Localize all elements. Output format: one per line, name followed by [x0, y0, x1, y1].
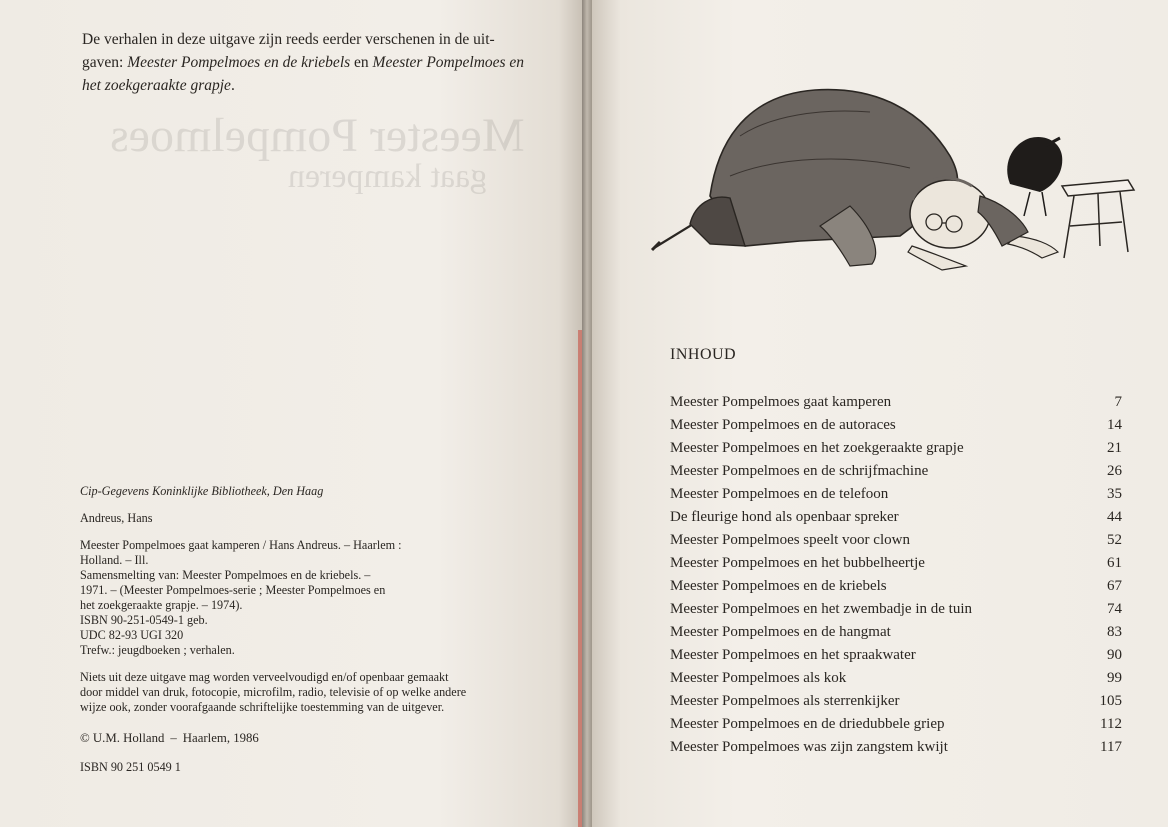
rights-notice [80, 670, 550, 715]
toc-title: Meester Pompelmoes en het zwembadje in de tuin [670, 601, 972, 617]
toc-row [670, 393, 1122, 416]
toc-row [670, 715, 1122, 738]
left-page [0, 0, 582, 827]
man-head [910, 180, 990, 248]
intro-title-a: Meester Pompelmoes en de kriebels [127, 54, 351, 71]
toc-title: Meester Pompelmoes en de schrijfmachine [670, 463, 929, 479]
man-hand [908, 246, 966, 270]
toc-title: Meester Pompelmoes en de kriebels [670, 578, 887, 594]
toc-row [670, 577, 1122, 600]
toc-title: Meester Pompelmoes en de driedubbele griep [670, 716, 945, 732]
cip-desc-line: ISBN 90-251-0549-1 geb. [80, 613, 208, 627]
intro-title-b-part2: het zoekgeraakte grapje [82, 77, 231, 94]
cip-desc-line: Meester Pompelmoes gaat kamperen / Hans Andreus. – Haarlem : [80, 538, 402, 552]
intro-title-b-part1: Meester Pompelmoes en [372, 54, 525, 71]
cip-block [80, 484, 550, 775]
intro-prefix: gaven: [82, 54, 128, 71]
cip-desc-line: Holland. – Ill. [80, 553, 149, 567]
toc-page: 14 [1107, 417, 1122, 433]
toc-page: 83 [1107, 624, 1122, 640]
toc-page: 44 [1107, 509, 1122, 525]
table-of-contents [670, 393, 1122, 761]
toc-row [670, 485, 1122, 508]
notice-line: Niets uit deze uitgave mag worden verveelvoudigd en/of openbaar gemaakt [80, 670, 449, 684]
cip-author: Andreus, Hans [80, 511, 153, 525]
toc-row [670, 508, 1122, 531]
toc-title: Meester Pompelmoes en het zoekgeraakte grapje [670, 440, 964, 456]
toc-page: 117 [1100, 739, 1122, 755]
toc-title: Meester Pompelmoes als sterrenkijker [670, 693, 900, 709]
toc-page: 67 [1107, 578, 1122, 594]
ghost-title-line2: gaat kamperen [288, 158, 488, 195]
toc-title: Meester Pompelmoes en het bubbelheertje [670, 555, 925, 571]
toc-page: 90 [1107, 647, 1122, 663]
cip-desc-line: Trefw.: jeugdboeken ; verhalen. [80, 643, 235, 657]
toc-page: 21 [1107, 440, 1122, 456]
toc-title: Meester Pompelmoes en de autoraces [670, 417, 896, 433]
cip-desc-line: Samensmelting van: Meester Pompelmoes en de kriebels. – [80, 568, 371, 582]
toc-row [670, 692, 1122, 715]
cip-desc-line: UDC 82-93 UGI 320 [80, 628, 184, 642]
toc-title: Meester Pompelmoes en het spraakwater [670, 647, 916, 663]
toc-title: Meester Pompelmoes als kok [670, 670, 847, 686]
toc-page: 52 [1107, 532, 1122, 548]
cip-desc-line: het zoekgeraakte grapje. – 1974). [80, 598, 243, 612]
toc-title: Meester Pompelmoes was zijn zangstem kwijt [670, 739, 948, 755]
toc-page: 112 [1100, 716, 1122, 732]
toc-page: 7 [1114, 394, 1122, 410]
intro-paragraph [82, 28, 542, 97]
isbn: ISBN 90 251 0549 1 [80, 760, 181, 774]
intro-end: . [230, 77, 235, 94]
intro-line-2 [82, 51, 542, 74]
toc-row [670, 669, 1122, 692]
copyright-holder: © U.M. Holland [80, 731, 165, 745]
toc-row [670, 554, 1122, 577]
toc-page: 74 [1107, 601, 1122, 617]
toc-row [670, 738, 1122, 761]
copyright-line [80, 731, 550, 746]
toc-row [670, 439, 1122, 462]
toc-row [670, 623, 1122, 646]
toc-row [670, 646, 1122, 669]
cip-description [80, 538, 550, 658]
toc-title: Meester Pompelmoes speelt voor clown [670, 532, 910, 548]
crow-sketch [1007, 137, 1062, 216]
toc-row [670, 600, 1122, 623]
cip-caption: Cip-Gegevens Koninklijke Bibliotheek, Den Haag [80, 484, 324, 498]
toc-page: 35 [1107, 486, 1122, 502]
toc-heading: INHOUD [670, 346, 737, 363]
toc-title: Meester Pompelmoes en de hangmat [670, 624, 891, 640]
toc-page: 99 [1107, 670, 1122, 686]
toc-row [670, 462, 1122, 485]
cover-edge [578, 330, 582, 827]
book-spine [582, 0, 592, 827]
toc-title: Meester Pompelmoes gaat kamperen [670, 394, 892, 410]
toc-page: 61 [1107, 555, 1122, 571]
intro-connector: en [350, 54, 373, 71]
notice-line: door middel van druk, fotocopie, microfilm, radio, televisie of op welke andere [80, 685, 467, 699]
toc-page: 105 [1099, 693, 1122, 709]
ghost-title-line1: Meester Pompelmoes [110, 109, 525, 162]
toc-row [670, 531, 1122, 554]
stool-sketch [1062, 180, 1134, 258]
toc-row [670, 416, 1122, 439]
toc-title: Meester Pompelmoes en de telefoon [670, 486, 889, 502]
toc-page: 26 [1107, 463, 1122, 479]
toc-title: De fleurige hond als openbaar spreker [670, 509, 899, 525]
intro-line-3 [82, 74, 542, 97]
pompelmoes-illustration [650, 76, 1140, 272]
notice-line: wijze ook, zonder voorafgaande schriftelijke toestemming van de uitgever. [80, 700, 445, 714]
cip-desc-line: 1971. – (Meester Pompelmoes-serie ; Meester Pompelmoes en [80, 583, 386, 597]
intro-line-1: De verhalen in deze uitgave zijn reeds eerder verschenen in de uit- [82, 31, 495, 48]
copyright-separator: – [170, 731, 177, 745]
copyright-place-year: Haarlem, 1986 [182, 731, 259, 745]
